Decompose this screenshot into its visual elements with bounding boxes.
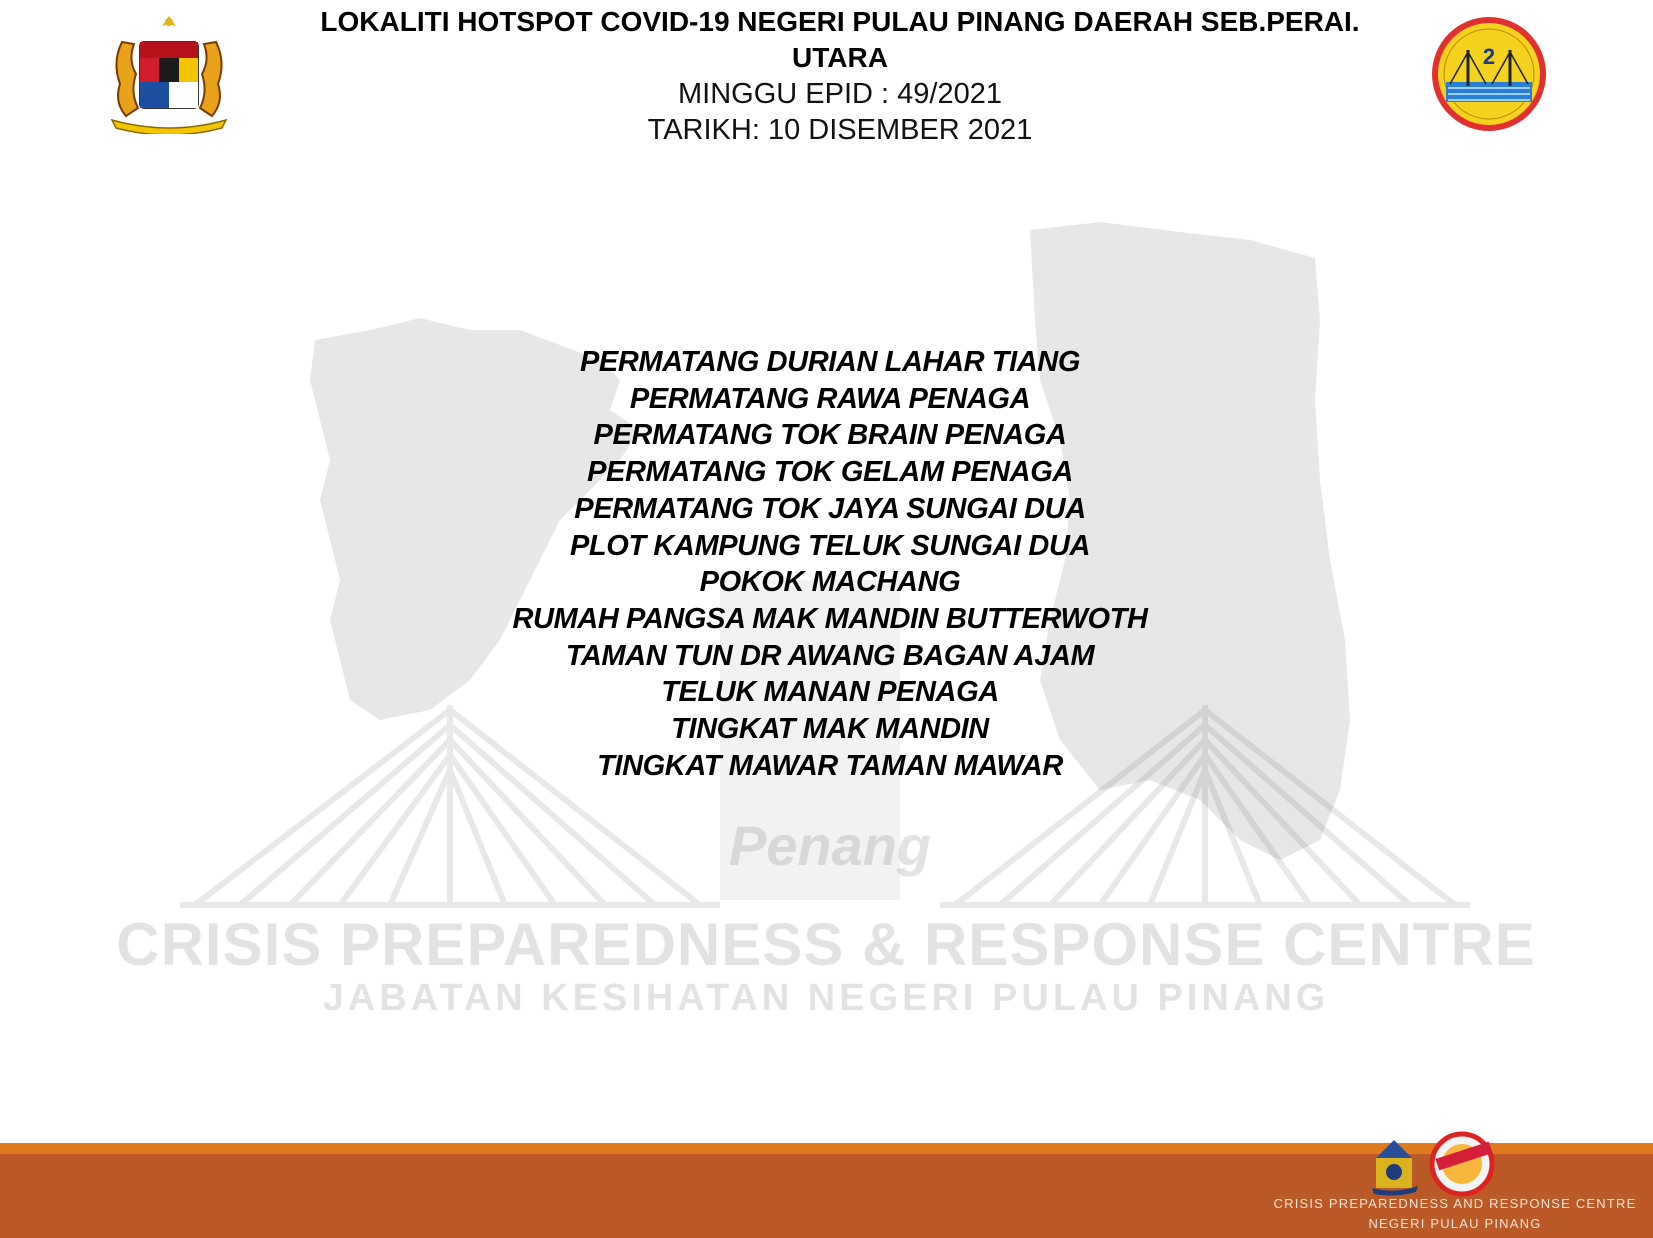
locality-item: PERMATANG RAWA PENAGA bbox=[629, 382, 1031, 415]
page-title-line2: UTARA bbox=[792, 42, 888, 73]
locality-item: TINGKAT MAK MANDIN bbox=[671, 713, 989, 746]
footer-org-name: CRISIS PREPAREDNESS AND RESPONSE CENTRE bbox=[1273, 1196, 1637, 1211]
report-date: TARIKH: 10 DISEMBER 2021 bbox=[647, 114, 1033, 146]
svg-text:2: 2 bbox=[1482, 44, 1496, 69]
malaysia-coat-of-arms-logo bbox=[90, 12, 248, 134]
locality-item: RUMAH PANGSA MAK MANDIN BUTTERWOTH bbox=[512, 602, 1148, 635]
locality-item: PERMATANG DURIAN LAHAR TIANG bbox=[579, 346, 1081, 378]
penang-state-seal-logo bbox=[1428, 14, 1550, 134]
page-title-line1: LOKALITI HOTSPOT COVID-19 NEGERI PULAU PINANG DAERAH SEB.PERAI. bbox=[320, 6, 1360, 37]
locality-item: POKOK MACHANG bbox=[699, 566, 961, 599]
locality-item: TINGKAT MAWAR TAMAN MAWAR bbox=[597, 749, 1063, 782]
page-title bbox=[270, 4, 1410, 76]
footer-logos bbox=[1370, 1128, 1540, 1198]
watermark-line1: CRISIS PREPAREDNESS & RESPONSE CENTRE bbox=[116, 911, 1536, 978]
locality-item: TAMAN TUN DR AWANG BAGAN AJAM bbox=[565, 639, 1095, 672]
cprc-logo bbox=[1372, 1140, 1418, 1196]
locality-item: PLOT KAMPUNG TELUK SUNGAI DUA bbox=[569, 529, 1091, 562]
watermark-script: Penang bbox=[728, 814, 932, 877]
locality-item: PERMATANG TOK JAYA SUNGAI DUA bbox=[574, 492, 1086, 525]
penang-lawan-covid-icon bbox=[1432, 1134, 1492, 1194]
locality-item: PERMATANG TOK BRAIN PENAGA bbox=[593, 419, 1067, 452]
locality-item: PERMATANG TOK GELAM PENAGA bbox=[587, 456, 1073, 489]
locality-item: TELUK MANAN PENAGA bbox=[661, 676, 999, 709]
footer-org-state: NEGERI PULAU PINANG bbox=[1368, 1216, 1542, 1231]
watermark-line2: JABATAN KESIHATAN NEGERI PULAU PINANG bbox=[322, 977, 1330, 1019]
locality-list bbox=[420, 344, 1240, 784]
epid-week: MINGGU EPID : 49/2021 bbox=[678, 78, 1002, 110]
